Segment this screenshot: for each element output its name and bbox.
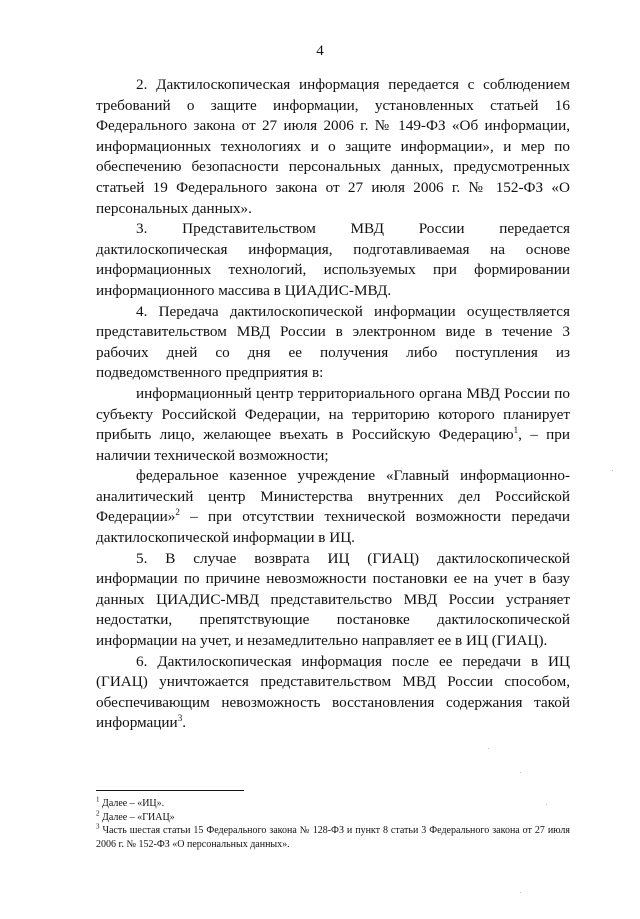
footnote-ref-2: 2 bbox=[175, 507, 180, 518]
paragraph-4-item-giac bbox=[96, 466, 570, 548]
footnote-text: Далее – «ГИАЦ» bbox=[99, 811, 175, 823]
scan-speck bbox=[612, 470, 613, 471]
paragraph-5 bbox=[96, 549, 570, 652]
page-number: 4 bbox=[316, 43, 324, 59]
footnote-text: Далее – «ИЦ». bbox=[99, 798, 165, 809]
paragraph-text: 3. Представительством МВД России передается дактилоскопическая информация, подготавливаемая на основе информационных технологий, используемых при формировании информационного массива в ЦИАДИС-МВД. bbox=[96, 220, 570, 299]
footnote-mark: 1 bbox=[96, 795, 100, 804]
footnote-text: Часть шестая статьи 15 Федерального закона № 128-ФЗ и пункт 8 статьи 3 Федерального закона от 27 июля 2006 г. № 152-ФЗ «О персональных данных». bbox=[96, 825, 570, 850]
paragraph-text: 2. Дактилоскопическая информация передается с соблюдением требований о защите информации, установленных статьей 16 Федерального закона от 27 июля 2006 г. № 149-ФЗ «Об информации, информационных технологиях и о защите информации», и мер по обеспечению безопасности персональных данных, предусмотренных статьей 19 Федерального закона от 27 июля 2006 г. № 152-ФЗ «О персональных данных». bbox=[96, 76, 570, 217]
footnote-2 bbox=[96, 811, 570, 825]
footnote-ref-3: 3 bbox=[177, 713, 183, 724]
paragraph-text: 4. Передача дактилоскопической информации осуществляется представительством МВД России в электронном виде в течение 3 рабочих дней со дня ее получения либо поступления из подведомственного предприятия в: bbox=[96, 302, 570, 382]
footnote-3 bbox=[96, 824, 570, 851]
scan-speck bbox=[488, 748, 489, 749]
scan-speck bbox=[520, 892, 521, 893]
footnotes bbox=[96, 790, 570, 851]
footnote-mark: 3 bbox=[96, 822, 100, 831]
paragraph-4 bbox=[96, 302, 570, 384]
paragraph-text: 6. Дактилоскопическая информация после ее передачи в ИЦ (ГИАЦ) уничтожается представительством МВД России способом, обеспечивающим невозможность восстановления содержания такой информации bbox=[96, 652, 570, 732]
paragraph-2 bbox=[96, 75, 570, 219]
paragraph-4-item-ic bbox=[96, 384, 570, 466]
paragraph-text: 5. В случае возврата ИЦ (ГИАЦ) дактилоскопической информации по причине невозможности постановки ее на учет в базу данных ЦИАДИС-МВД представительство МВД России устраняет недостатки, препятствующие постановке дактилоскопической информации на учет, и незамедлительно направляет ее в ИЦ (ГИАЦ). bbox=[96, 549, 570, 650]
paragraph-3 bbox=[96, 219, 570, 301]
footnote-divider bbox=[96, 790, 244, 791]
scan-speck bbox=[520, 772, 521, 773]
paragraph-6 bbox=[96, 652, 570, 734]
paragraph-text-tail: – при отсутствии технической возможности передачи дактилоскопической информации в ИЦ. bbox=[96, 508, 570, 547]
footnote-1 bbox=[96, 797, 570, 811]
paragraph-text: федеральное казенное учреждение «Главный информационно-аналитический центр Министерства внутренних дел Российской Федерации» bbox=[96, 467, 570, 526]
footnote-ref-1: 1 bbox=[513, 425, 519, 436]
document-body bbox=[96, 75, 570, 734]
paragraph-text-tail: . bbox=[182, 714, 186, 732]
paragraph-text-tail: , – при наличии технической возможности; bbox=[96, 426, 570, 464]
paragraph-text: информационный центр территориального органа МВД России по субъекту Российской Федерации, на территорию которого планирует прибыть лицо, желающее въехать в Российскую Федерацию bbox=[96, 384, 570, 444]
footnote-mark: 2 bbox=[96, 809, 100, 818]
scan-speck bbox=[546, 804, 547, 805]
